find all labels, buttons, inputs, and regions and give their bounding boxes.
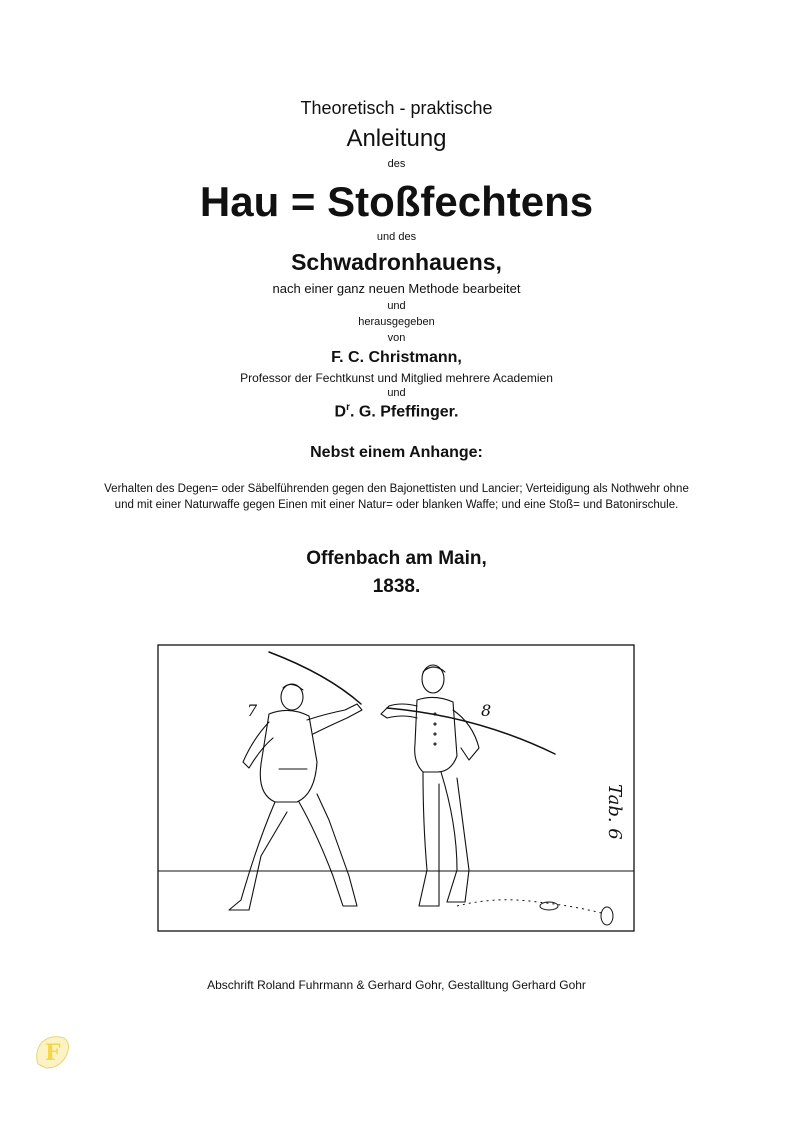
figure-label-left: 7	[247, 701, 258, 720]
second-title: Schwadronhauens,	[291, 249, 502, 275]
author-christmann: F. C. Christmann,	[331, 349, 462, 366]
word-von: von	[387, 332, 406, 344]
subtitle: Theoretisch - praktische	[300, 98, 493, 118]
author-christmann-role: Professor der Fechtkunst und Mitglied mehrere Academien	[240, 371, 553, 385]
logo-glyph: F	[45, 1040, 61, 1066]
author-pfeffinger-rest: . G. Pfeffinger.	[350, 403, 459, 421]
heading-anleitung: Anleitung	[346, 125, 447, 152]
decorative-logo	[28, 1032, 74, 1072]
word-und-1: und	[387, 300, 406, 312]
word-des: des	[387, 158, 406, 170]
appendix-text: Verhalten des Degen= oder Säbelführenden gegen den Bajonettisten und Lancier; Verteidigung als Nothwehr ohne und mit einer Naturwaffe gegen Einen mit einer Natur= oder blanken Waffe; und eine Stoß= und Batonirschule.	[104, 483, 689, 511]
credit-line: Abschrift Roland Fuhrmann & Gerhard Gohr, Gestalltung Gerhard Gohr	[207, 978, 586, 992]
place: Offenbach am Main,	[306, 548, 487, 569]
word-und-des: und des	[376, 231, 417, 243]
main-title: Hau = Stoßfechtens	[199, 178, 594, 225]
author-pfeffinger-prefix: D	[334, 403, 347, 421]
author-pfeffinger-sup: r	[346, 402, 350, 413]
appendix-heading: Nebst einem Anhange:	[310, 444, 483, 461]
word-herausgegeben: herausgegeben	[358, 316, 435, 328]
method-line: nach einer ganz neuen Methode bearbeitet	[272, 281, 521, 296]
fencing-illustration	[157, 644, 635, 932]
word-und-2: und	[387, 387, 406, 399]
plate-label: Tab. 6	[604, 784, 625, 840]
author-pfeffinger	[0, 402, 793, 421]
year: 1838.	[372, 576, 421, 597]
figure-label-right: 8	[481, 701, 492, 720]
